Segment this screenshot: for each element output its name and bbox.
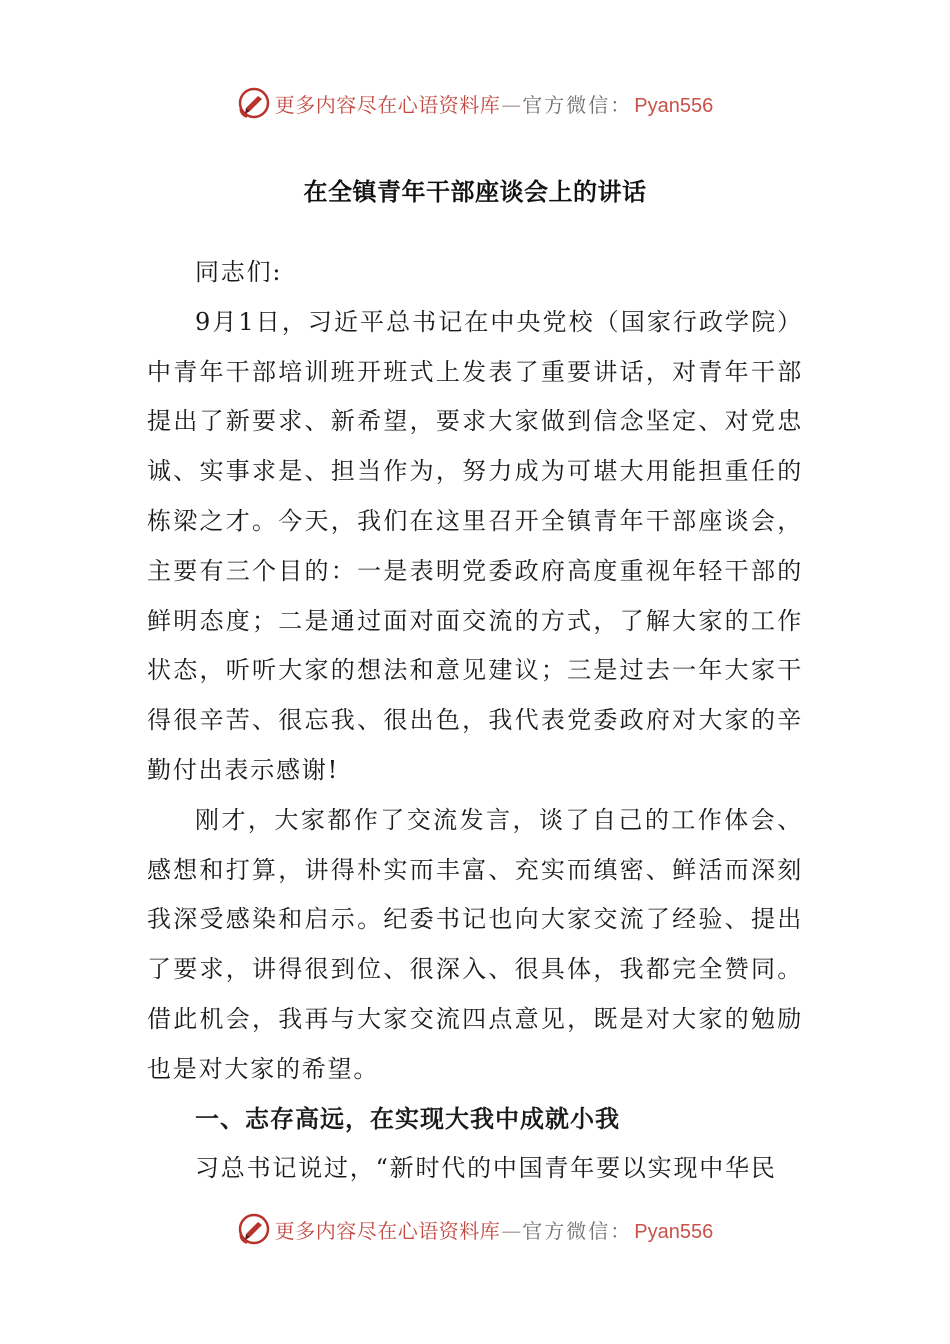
banner-wechat-label: 官方微信： [522,1218,633,1243]
paragraph-2: 刚才，大家都作了交流发言，谈了自己的工作体会、感想和打算，讲得朴实而丰富、充实而缜密、鲜活而深刻我深受感染和启示。纪委书记也向大家交流了经验、提出了要求，讲得很到位、很深入、很具体，我都完全赞同。借此机会，我再与大家交流四点意见，既是对大家的勉励也是对大家的希望。 [147,805,803,1083]
footer-banner [0,1209,950,1249]
document-body [147,248,803,1194]
document-title: 在全镇青年干部座谈会上的讲话 [303,177,647,206]
banner-text [275,89,713,118]
banner-dash: — [501,92,522,117]
pen-nib-logo-icon [237,86,271,120]
banner-wechat-id: Pyan556 [634,1220,714,1243]
section-heading-1: 一、志存高远，在实现大我中成就小我 [195,1104,620,1133]
paragraph-1: 9月1日，习近平总书记在中央党校（国家行政学院）中青年干部培训班开班式上发表了重要讲话，对青年干部提出了新要求、新希望，要求大家做到信念坚定、对党忠诚、实事求是、担当作为，努力成为可堪大用能担重任的栋梁之才。今天，我们在这里召开全镇青年干部座谈会，主要有三个目的：一是表明党委政府高度重视年轻干部的鲜明态度；二是通过面对面交流的方式，了解大家的工作状态，听听大家的想法和意见建议；三是过去一年大家干得很辛苦、很忘我、很出色，我代表党委政府对大家的辛勤付出表示感谢! [147,307,803,784]
paragraph-3: 习总书记说过，“新时代的中国青年要以实现中华民 [195,1154,777,1183]
salutation: 同志们: [195,258,283,286]
pen-nib-logo-icon [237,1212,271,1246]
banner-wechat-id: Pyan556 [634,94,714,117]
header-banner [0,83,950,123]
banner-dash: — [501,1218,522,1243]
banner-text [275,1215,713,1244]
banner-site-name: 更多内容尽在心语资料库 [274,1218,501,1243]
banner-wechat-label: 官方微信： [522,92,633,117]
banner-site-name: 更多内容尽在心语资料库 [274,92,501,117]
